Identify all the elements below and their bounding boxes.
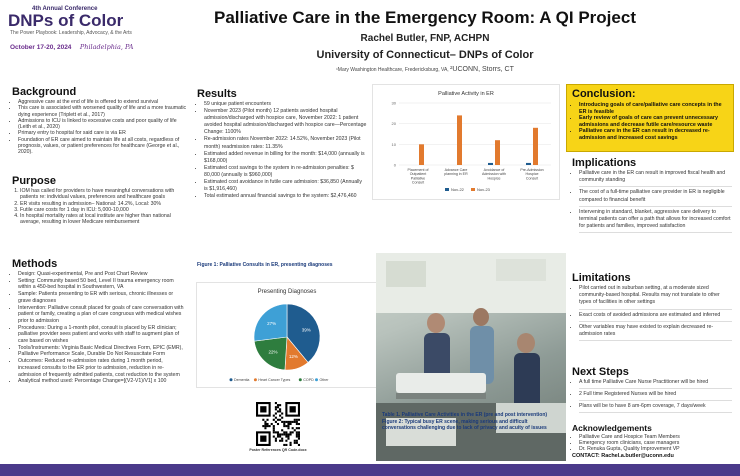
acknowledgements-section	[572, 423, 732, 459]
results-item: • Total estimated annual financial savings to the system: $2,476,460	[204, 193, 367, 200]
bar-nov23	[533, 128, 538, 165]
qr-module	[264, 423, 266, 425]
qr-module	[294, 440, 296, 442]
qr-module	[292, 427, 294, 429]
qr-module	[277, 433, 279, 435]
table1-caption: Table 1. Palliative Care Activities in the ER (pre and post intervention)	[382, 412, 548, 418]
legend-swatch	[471, 188, 475, 191]
pie-legend-swatch	[299, 378, 302, 381]
qr-module	[279, 404, 281, 406]
qr-module	[281, 438, 283, 440]
palliative-activity-chart	[372, 84, 560, 200]
limitations-section	[572, 272, 732, 343]
bar-y-tick: 0	[393, 162, 396, 168]
qr-module	[285, 436, 287, 438]
bar-category-label: Advance Care planning in ER	[444, 168, 468, 177]
qr-module	[269, 425, 271, 427]
qr-caption: Poster References QR Code.docx	[249, 448, 307, 452]
qr-module	[277, 406, 279, 408]
bar-y-tick: 20	[391, 121, 396, 127]
bar-y-tick: 30	[391, 100, 396, 106]
conference-logo	[4, 6, 164, 68]
pie-legend-label: Other	[319, 378, 329, 382]
qr-module	[294, 419, 296, 421]
affiliation-detail-a: ¹Mary Washington Healthcare, Fredericksburg, VA,	[336, 67, 451, 73]
acknowledgement-item: • Dr. Renuka Gupta, Quality Improvement VP	[579, 446, 732, 452]
qr-module	[285, 444, 287, 446]
qr-finder-core	[260, 406, 266, 412]
qr-module	[294, 429, 296, 431]
methods-section	[12, 258, 184, 385]
qr-module	[279, 433, 281, 435]
implications-section	[572, 157, 732, 235]
background-heading: Background	[12, 86, 77, 98]
qr-module	[290, 433, 292, 435]
qr-module	[275, 412, 277, 414]
acknowledgement-item: • Palliative Care and Hospice Team Members	[579, 434, 732, 440]
background-section	[12, 86, 190, 156]
logo-edition: 4th Annual Conference	[32, 6, 98, 12]
qr-module	[277, 436, 279, 438]
methods-item: • Outcomes: Reduced re-admission rates during 1 month period, increased consults to the ER prior to admission, reduction in re-admission of frequently admitted patients, cost reduction to the system	[18, 358, 184, 378]
qr-module	[273, 415, 275, 417]
acknowledgement-item: • Emergency room clinicians, case managers	[579, 440, 732, 446]
purpose-item: 3. Futile care costs for 1 day in ICU: 5,000-10,000	[20, 207, 190, 213]
qr-module	[279, 410, 281, 412]
qr-module	[296, 423, 298, 425]
limitations-heading: Limitations	[572, 272, 631, 284]
qr-module	[281, 412, 283, 414]
results-item: • November 2023 (Pilot month) 12 patients avoided hospital admission/discharged with hospice care, November 2022: 1 patient avoided hospital admission/discharged with hospice care—Percentage Change: 1100%	[204, 108, 367, 136]
methods-item: • Setting: Community based 50 bed, Level II trauma emergency room within a 450-bed hospital in Southwestern, VA	[18, 278, 184, 291]
background-item: • Admissions to ICU is linked to excessive costs and poor quality of life (Leith et al., 2020)	[18, 118, 190, 131]
qr-module	[275, 421, 277, 423]
next-step-item: • 2 Full time Registered Nurses will be hired	[579, 391, 732, 401]
bar-nov23	[495, 140, 500, 165]
next-steps-heading: Next Steps	[572, 366, 629, 378]
figure2-caption: Figure 2: Typical busy ER scene, making serious and difficult conversations challenging due to lack of privacy and acuity of issues	[382, 419, 547, 431]
bar-nov22	[488, 163, 493, 165]
qr-module	[290, 444, 292, 446]
legend-label: Nov-23	[477, 187, 490, 192]
poster-title: Palliative Care in the Emergency Room: A QI Project	[214, 8, 636, 27]
implications-item: • Intervening in standard, blanket, aggressive care delivery to terminal patients can offer a path that allows for increased comfort for patients and families, improved satisfaction	[579, 209, 732, 234]
qr-module	[275, 408, 277, 410]
qr-module	[290, 431, 292, 433]
qr-module	[285, 425, 287, 427]
bar-chart-title: Palliative Activity in ER	[438, 91, 494, 97]
qr-module	[298, 423, 300, 425]
bar-category-label: Pre-Admission Hospice Consult	[520, 168, 544, 181]
pie-legend-label: Dementia	[234, 378, 250, 382]
legend-swatch	[445, 188, 449, 191]
qr-module	[277, 410, 279, 412]
qr-module	[292, 431, 294, 433]
qr-module	[264, 421, 266, 423]
qr-module	[292, 421, 294, 423]
qr-module	[281, 421, 283, 423]
qr-module	[273, 427, 275, 429]
qr-module	[277, 419, 279, 421]
qr-module	[296, 442, 298, 444]
next-step-item: • Plans will be to have 8 am-6pm coverage, 7 days/week	[579, 403, 732, 413]
qr-module	[279, 436, 281, 438]
qr-module	[266, 423, 268, 425]
results-item: • Re-admission rates November 2022: 14.52%, November 2023 (Pilot month) readmission rates: 11.35%	[204, 136, 367, 150]
qr-module	[277, 423, 279, 425]
contact-email[interactable]: CONTACT: Rachel.a.butler@uconn.edu	[572, 452, 674, 459]
methods-item: • Analytical method used: Percentage Change=[(V2-V1)/V1] x 100	[18, 378, 184, 385]
qr-module	[281, 417, 283, 419]
results-item: • 59 unique patient encounters	[204, 101, 367, 108]
qr-module	[298, 427, 300, 429]
pie-data-label: 12%	[288, 353, 298, 359]
qr-module	[262, 419, 264, 421]
qr-module	[279, 419, 281, 421]
qr-module	[277, 431, 279, 433]
pie-legend-label: COPD	[303, 378, 314, 382]
qr-module	[296, 431, 298, 433]
qr-module	[266, 425, 268, 427]
poster-footer-bar	[0, 464, 740, 476]
pie-chart-svg	[197, 283, 377, 387]
qr-module	[287, 427, 289, 429]
purpose-item: 4. In hospital mortality rates at local institute are higher than national average, resulting in lower Medicare reimbursement	[20, 213, 190, 226]
qr-code[interactable]	[256, 402, 300, 446]
bar-category-label: Avoidance of Admission with Hospice	[482, 168, 506, 181]
qr-module	[290, 442, 292, 444]
purpose-heading: Purpose	[12, 175, 57, 187]
qr-module	[283, 431, 285, 433]
qr-module	[285, 440, 287, 442]
logo-city: Philadelphia, PA	[79, 43, 134, 51]
logo-tagline: The Power Playbook: Leadership, Advocacy, & the Arts	[10, 30, 132, 36]
qr-module	[264, 427, 266, 429]
conclusion-box	[566, 84, 734, 152]
qr-module	[296, 419, 298, 421]
purpose-item: 2. ER visits resulting in admission– National: 14.2%, Local: 30%	[20, 201, 190, 207]
qr-module	[273, 436, 275, 438]
results-item: • Estimated cost avoidance in futile care admission: $36,850 (Annually is $1,916,460)	[204, 179, 367, 193]
qr-module	[298, 444, 300, 446]
pie-data-label: 39%	[301, 327, 311, 333]
qr-module	[287, 438, 289, 440]
qr-module	[287, 436, 289, 438]
qr-finder-core	[290, 406, 296, 412]
qr-finder-core	[260, 436, 266, 442]
purpose-item: 1. IOM has called for providers to have meaningful conversations with patients re: individual values, preferences and healthcare goals	[20, 188, 190, 201]
qr-module	[273, 419, 275, 421]
qr-module	[287, 421, 289, 423]
pie-legend-swatch	[254, 378, 257, 381]
qr-module	[273, 431, 275, 433]
qr-module	[283, 423, 285, 425]
conclusion-item: • Palliative care in the ER can result in decreased re-admission and increased cost savings	[579, 128, 728, 141]
qr-module	[275, 417, 277, 419]
results-section	[197, 88, 367, 200]
next-steps-section	[572, 366, 732, 415]
presenting-diagnoses-chart	[196, 282, 378, 388]
purpose-section	[12, 175, 190, 226]
pie-chart-title: Presenting Diagnoses	[257, 289, 317, 295]
qr-module	[290, 423, 292, 425]
qr-module	[294, 421, 296, 423]
limitations-item: • Pilot carried out in suburban setting, at a moderate sized community-based hospital. Results may not translate to other types of facilities in other settings	[579, 285, 732, 310]
limitations-item: • Other variables may have existed to explain decreased re-admission rates	[579, 324, 732, 341]
qr-module	[271, 423, 273, 425]
qr-module	[273, 425, 275, 427]
legend-label: Nov-22	[451, 187, 464, 192]
qr-module	[283, 421, 285, 423]
pie-legend-swatch	[230, 378, 233, 381]
background-item: • Aggressive care at the end of life is offered to extend survival	[18, 99, 190, 105]
background-item: • This care is associated with worsened quality of life and a more traumatic dying experience (Triplett et al., 2017)	[18, 105, 190, 118]
bar-nov23	[419, 144, 424, 165]
background-item: • Primary entry to hospital for said care is via ER	[18, 130, 190, 136]
qr-module	[287, 423, 289, 425]
methods-item: • Design: Quasi-experimental, Pre and Post Chart Review	[18, 271, 184, 278]
qr-module	[287, 433, 289, 435]
qr-module	[298, 419, 300, 421]
qr-module	[281, 440, 283, 442]
conclusion-item: • Introducing goals of care/palliative care concepts in the ER is feasible	[579, 102, 728, 115]
qr-module	[275, 438, 277, 440]
qr-module	[285, 431, 287, 433]
qr-module	[266, 419, 268, 421]
qr-module	[275, 406, 277, 408]
qr-module	[279, 408, 281, 410]
poster-affiliation: University of Connecticut– DNPs of Color	[316, 49, 534, 61]
poster-affiliation-detail	[170, 66, 680, 73]
qr-module	[262, 425, 264, 427]
qr-module	[277, 404, 279, 406]
qr-module	[296, 421, 298, 423]
qr-module	[281, 433, 283, 435]
qr-module	[279, 415, 281, 417]
qr-module	[298, 436, 300, 438]
bar-y-tick: 10	[391, 141, 396, 147]
conclusion-item: • Early review of goals of care can prevent unnecessary admissions and decrease futile care/resource waste	[579, 115, 728, 128]
qr-module	[294, 442, 296, 444]
qr-module	[298, 433, 300, 435]
conclusion-heading: Conclusion:	[572, 88, 636, 100]
qr-module	[296, 433, 298, 435]
pie-legend-swatch	[315, 378, 318, 381]
qr-module	[290, 421, 292, 423]
qr-module	[275, 402, 277, 404]
results-item: • Estimated added revenue in billing for the month: $14,000 (annually is $168,000)	[204, 151, 367, 165]
logo-date: October 17-20, 2024	[10, 44, 72, 51]
poster-author: Rachel Butler, FNP, ACHPN	[360, 33, 490, 44]
qr-module	[275, 431, 277, 433]
qr-module	[275, 440, 277, 442]
background-item: • Foundation of ER care aimed to maintain life at all costs, regardless of prognosis, values, or patient preferences for healthcare (George et al., 2020).	[18, 137, 190, 156]
qr-module	[283, 433, 285, 435]
figure1-caption: Figure 1: Palliative Consults in ER, presenting diagnoses	[197, 262, 333, 268]
results-heading: Results	[197, 88, 237, 100]
methods-heading: Methods	[12, 258, 58, 270]
logo-title: DNPs of Color	[8, 11, 124, 30]
qr-module	[298, 431, 300, 433]
implications-item: • Palliative care in the ER can result in improved fiscal health and community standing	[579, 170, 732, 187]
methods-item: • Tools/Instruments: Virginia Basic Medical Directives Form, EPIC (EMR), Palliative Performance Scale, Durable Do Not Resuscitate Form	[18, 345, 184, 358]
bar-chart-svg	[373, 85, 559, 199]
limitations-item: • Exact costs of avoided admissions are estimated and inferred	[579, 312, 732, 322]
qr-code-graphic	[256, 402, 300, 446]
bar-nov22	[526, 163, 531, 165]
implications-item: • The cost of a full-time palliative care provider in ER is negligible compared to financial benefit	[579, 189, 732, 206]
next-step-item: • A full time Palliative Care Nurse Practitioner will be hired	[579, 379, 732, 389]
qr-module	[296, 436, 298, 438]
methods-item: • Intervention: Palliative consult placed for goals of care conversation with patient or family, creating a plan of care congruous with medical wishes prior to admission	[18, 305, 184, 325]
table-figure-captions	[382, 412, 562, 431]
qr-module	[283, 444, 285, 446]
qr-module	[296, 427, 298, 429]
implications-heading: Implications	[572, 157, 637, 169]
qr-module	[287, 425, 289, 427]
results-item: • Estimated cost savings to the system in re-admission penalties: $ 80,000 (annually is $960,000)	[204, 165, 367, 179]
qr-module	[279, 440, 281, 442]
pie-data-label: 22%	[268, 349, 278, 355]
methods-item: • Sample: Patients presenting to ER with serious, chronic illnesses or grave diagnoses	[18, 291, 184, 304]
qr-module	[281, 429, 283, 431]
bar-category-label: Placement of Outpatient Palliative Consult	[407, 168, 429, 185]
qr-module	[264, 425, 266, 427]
qr-module	[273, 429, 275, 431]
qr-module	[298, 438, 300, 440]
qr-module	[285, 433, 287, 435]
pie-legend-label: Heart Cancer Types	[258, 378, 291, 382]
methods-item: • Procedures: During a 1-month pilot, consult is placed by ER clinician; palliative provider sees patient and works with staff to augment plan of care based on wishes	[18, 325, 184, 345]
qr-module	[285, 421, 287, 423]
acknowledgements-heading: Acknowledgements	[572, 423, 652, 433]
bar-nov23	[457, 115, 462, 165]
qr-module	[283, 425, 285, 427]
pie-data-label: 27%	[267, 320, 277, 326]
qr-module	[296, 440, 298, 442]
affiliation-detail-b: ²UCONN, Storrs, CT	[450, 66, 514, 73]
